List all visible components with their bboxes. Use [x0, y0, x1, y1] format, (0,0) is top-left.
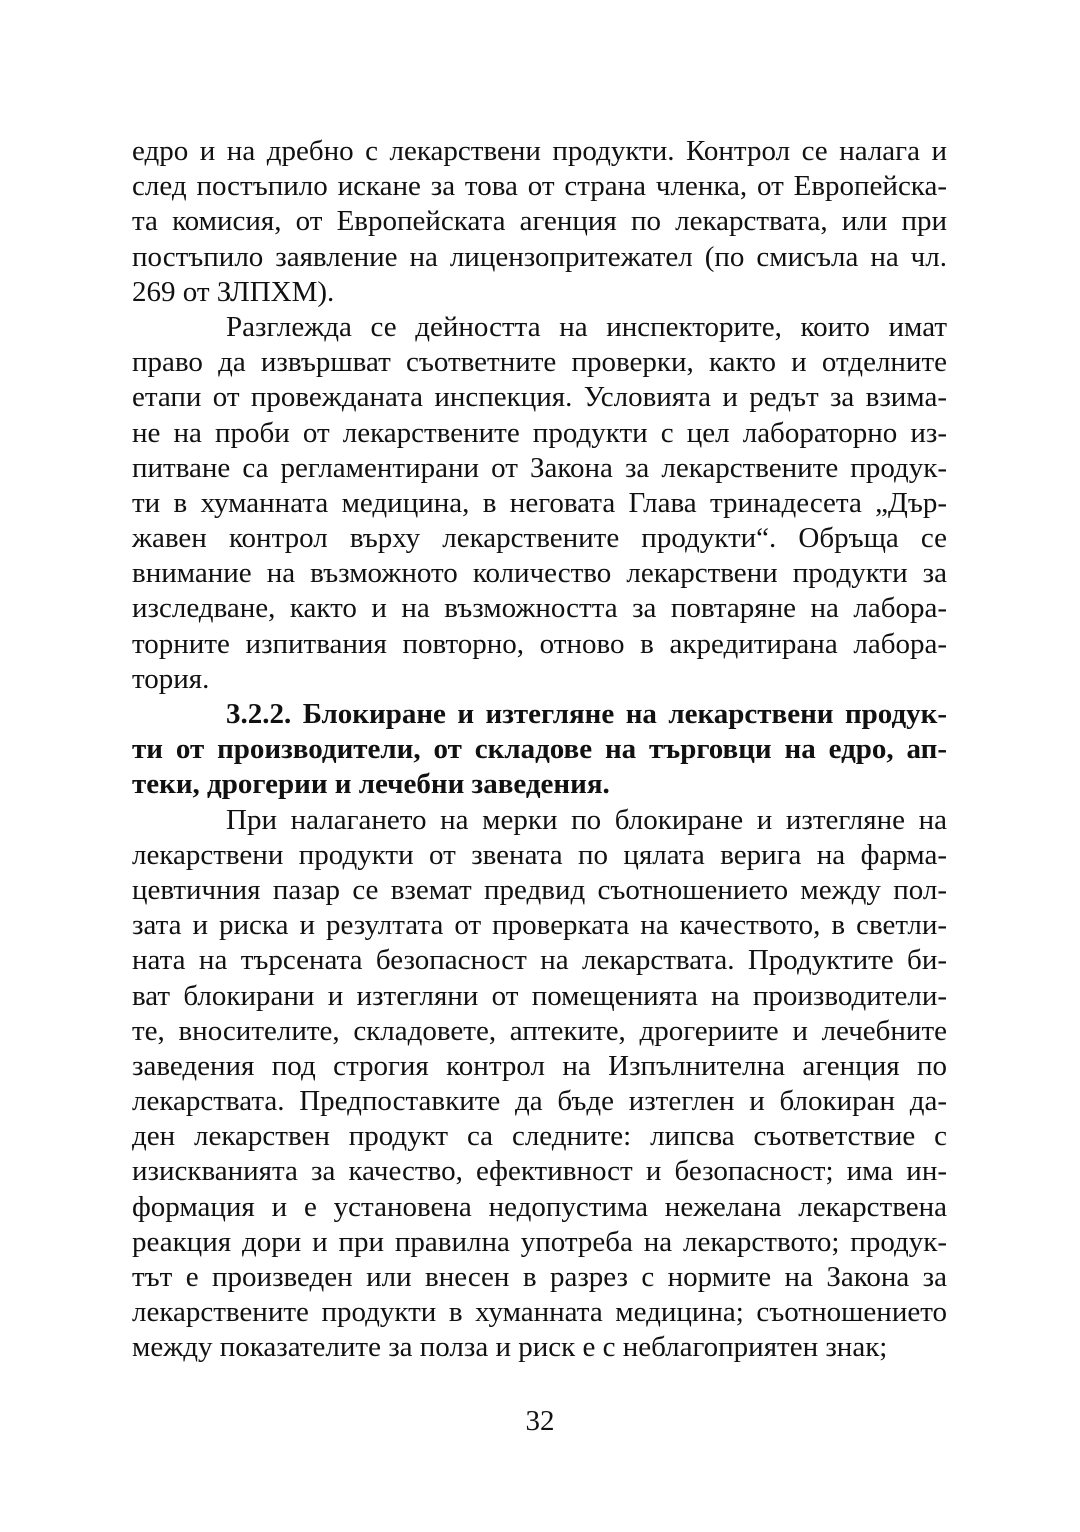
text-line: теки, дрогерии и лечебни заведения. [132, 768, 610, 801]
text-line: лекарствата. Предпоставките да бъде изтеглен и блокиран да- [132, 1085, 947, 1118]
text-line: след постъпило искане за това от страна членка, от Европейска- [132, 170, 947, 203]
text-line: формация и е установена недопустима нежелана лекарствена [132, 1190, 947, 1223]
text-line: 269 от ЗЛПХМ). [132, 275, 335, 308]
text-line: 3.2.2. Блокиране и изтегляне на лекарствени продук- [226, 698, 947, 730]
text-line: жавен контрол върху лекарствените продукти“. Обръща се [132, 522, 947, 555]
body-paragraph [132, 803, 947, 1366]
text-line: право да извършват съответните проверки, както и отделните [132, 346, 947, 379]
text-line: ната на търсената безопасност на лекарствата. Продуктите би- [132, 944, 947, 977]
text-line: между показателите за полза и риск е с неблагоприятен знак; [132, 1331, 888, 1364]
page-body-text [132, 134, 947, 1366]
page-number: 32 [525, 1405, 555, 1437]
text-line: реакция дори и при правилна употреба на лекарството; продук- [132, 1225, 947, 1258]
text-line: При налагането на мерки по блокиране и изтегляне на [226, 803, 947, 836]
text-line: питване са регламентирани от Закона за лекарствените продук- [132, 451, 947, 484]
text-line: едро и на дребно с лекарствени продукти. Контрол се налага и [132, 135, 947, 167]
text-line: тът е произведен или внесен в разрез с нормите на Закона за [132, 1261, 947, 1293]
text-line: ват блокирани и изтегляни от помещенията на производители- [132, 979, 947, 1012]
text-line: лекарствените продукти в хуманната медицина; съотношението [132, 1296, 947, 1329]
text-line: тория. [132, 662, 210, 695]
text-line: ти от производители, от складове на търговци на едро, ап- [132, 733, 947, 766]
text-line: те, вносителите, складовете, аптеките, дрогериите и лечебните [132, 1014, 947, 1047]
body-paragraph [132, 310, 947, 697]
text-line: цевтичния пазар се вземат предвид съотношението между пол- [132, 873, 947, 906]
text-line: торните изпитвания повторно, отново в акредитирана лабора- [132, 627, 947, 660]
body-paragraph [132, 134, 947, 310]
text-line: заведения под строгия контрол на Изпълнителна агенция по [132, 1049, 947, 1082]
text-line: етапи от провежданата инспекция. Условията и редът за взима- [132, 381, 947, 414]
text-line: зата и риска и резултата от проверката на качеството, в светли- [132, 909, 947, 942]
text-line: изискванията за качество, ефективност и безопасност; има ин- [132, 1155, 947, 1188]
section-heading [132, 697, 947, 803]
text-line: внимание на възможното количество лекарствени продукти за [132, 557, 947, 590]
text-line: постъпило заявление на лицензопритежател (по смисъла на чл. [132, 240, 947, 273]
text-line: Разглежда се дейността на инспекторите, които имат [226, 310, 947, 343]
text-line: не на проби от лекарствените продукти с цел лабораторно из- [132, 416, 947, 449]
text-line: лекарствени продукти от звената по цялата верига на фарма- [132, 838, 947, 871]
text-line: ти в хуманната медицина, в неговата Глава тринадесета „Дър- [132, 486, 947, 519]
text-line: ден лекарствен продукт са следните: липсва съответствие с [132, 1120, 947, 1153]
text-line: изследване, както и на възможността за повтаряне на лабора- [132, 592, 947, 625]
text-line: та комисия, от Европейската агенция по лекарствата, или при [132, 205, 947, 238]
